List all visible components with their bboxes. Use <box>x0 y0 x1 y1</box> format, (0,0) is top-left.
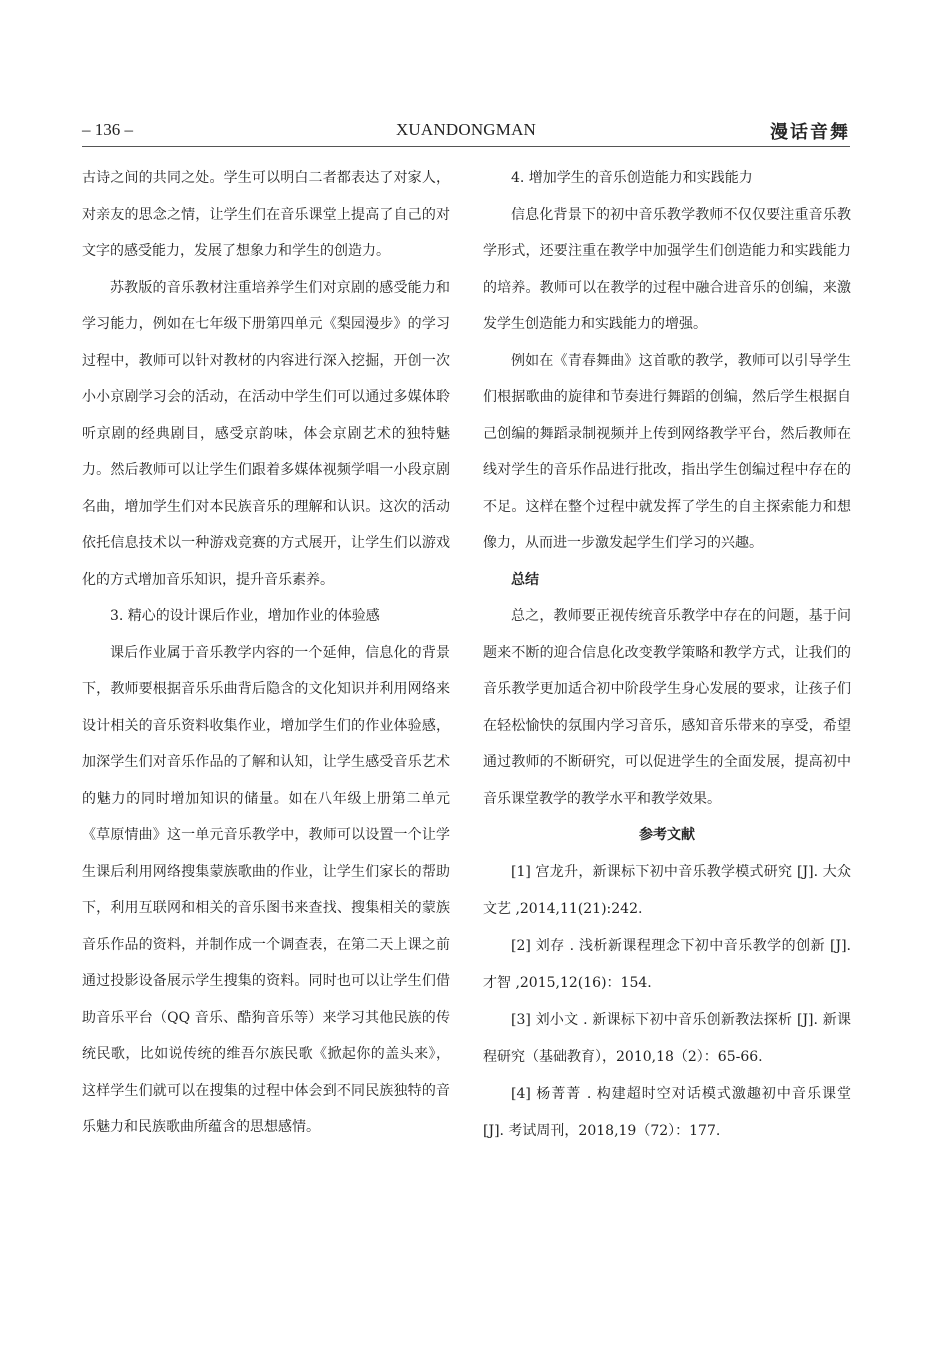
reference-item: [2] 刘存 . 浅析新课程理念下初中音乐教学的创新 [J]. 才智 ,2015,12(16)：154. <box>483 937 851 991</box>
journal-name: XUANDONGMAN <box>395 120 537 139</box>
summary-heading: 总结 <box>511 571 539 588</box>
reference-item: [1] 宫龙升，新课标下初中音乐教学模式研究 [J]. 大众文艺 ,2014,11(21):242. <box>483 863 851 917</box>
paragraph: 课后作业属于音乐教学内容的一个延伸，信息化的背景下，教师要根据音乐乐曲背后隐含的文化知识并利用网络来设计相关的音乐资料收集作业，增加学生们的作业体验感，加深学生们对音乐作品的了解和认知，让学生感受音乐艺术的魅力的同时增加知识的储量。如在八年级上册第二单元《草原情曲》这一单元音乐教学中，教师可以设置一个让学生课后利用网络搜集蒙族歌曲的作业，让学生们家长的帮助下，利用互联网和相关的音乐图书来查找、搜集相关的蒙族音乐作品的资料，并制作成一个调查表，在第二天上课之前通过投影设备展示学生搜集的资料。同时也可以让学生们借助音乐平台（QQ 音乐、酷狗音乐等）来学习其他民族的传统民歌，比如说传统的维吾尔族民歌《掀起你的盖头来》，这样学生们就可以在搜集的过程中体会到不同民族独特的音乐魅力和民族歌曲所蕴含的思想感情。 <box>82 644 450 1135</box>
paragraph: 古诗之间的共同之处。学生可以明白二者都表达了对家人，对亲友的思念之情，让学生们在音乐课堂上提高了自己的对文字的感受能力，发展了想象力和学生的创造力。 <box>82 170 450 259</box>
header-rule <box>82 146 850 147</box>
section-heading: 3. 精心的设计课后作业，增加作业的体验感 <box>110 608 380 624</box>
paragraph: 苏教版的音乐教材注重培养学生们对京剧的感受能力和学习能力，例如在七年级下册第四单元《梨园漫步》的学习过程中，教师可以针对教材的内容进行深入挖掘，开创一次小小京剧学习会的活动，在活动中学生们可以通过多媒体聆听京剧的经典剧目，感受京韵味，体会京剧艺术的独特魅力。然后教师可以让学生们跟着多媒体视频学唱一小段京剧名曲，增加学生们对本民族音乐的理解和认识。这次的活动依托信息技术以一种游戏竞赛的方式展开，让学生们以游戏化的方式增加音乐知识，提升音乐素养。 <box>82 279 450 588</box>
paragraph: 总之，教师要正视传统音乐教学中存在的问题，基于问题来不断的迎合信息化改变教学策略和教学方式，让我们的音乐教学更加适合初中阶段学生身心发展的要求，让孩子们在轻松愉快的氛围内学习音乐，感知音乐带来的享受，希望通过教师的不断研究，可以促进学生的全面发展，提高初中音乐课堂教学的教学水平和教学效果。 <box>483 608 851 807</box>
paragraph: 例如在《青春舞曲》这首歌的教学，教师可以引导学生们根据歌曲的旋律和节奏进行舞蹈的创编，然后学生根据自己创编的舞蹈录制视频并上传到网络教学平台，然后教师在线对学生的音乐作品进行批改，指出学生创编过程中存在的不足。这样在整个过程中就发挥了学生的自主探索能力和想像力，从而进一步激发起学生们学习的兴趣。 <box>483 352 851 551</box>
left-column <box>82 160 450 1146</box>
right-column <box>483 160 851 1150</box>
page-number: – 136 – <box>82 120 133 139</box>
section-title: 漫话音舞 <box>770 122 850 143</box>
page-header <box>82 118 850 144</box>
section-heading: 4. 增加学生的音乐创造能力和实践能力 <box>511 170 753 186</box>
reference-item: [3] 刘小文 . 新课标下初中音乐创新教法探析 [J]. 新课程研究（基础教育），2010,18（2）：65-66. <box>483 1011 851 1065</box>
paragraph: 信息化背景下的初中音乐教学教师不仅仅要注重音乐教学形式，还要注重在教学中加强学生们创造能力和实践能力的培养。教师可以在教学的过程中融合进音乐的创编，来激发学生创造能力和实践能力的增强。 <box>483 206 851 332</box>
references-heading: 参考文献 <box>639 827 695 843</box>
reference-item: [4] 杨菁菁 . 构建超时空对话模式激趣初中音乐课堂 [J]. 考试周刊，2018,19（72）：177. <box>483 1085 851 1139</box>
